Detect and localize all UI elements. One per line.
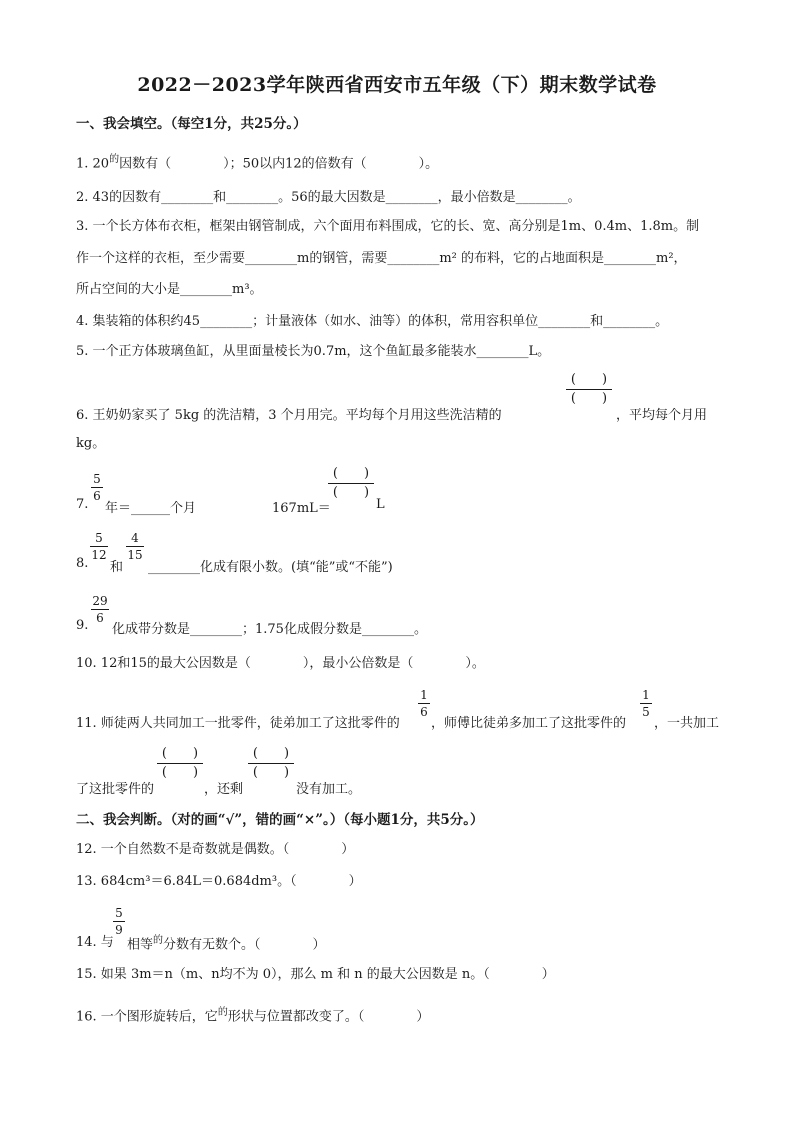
q8-fraction-1	[90, 531, 108, 562]
q6-blank-numerator: ( )	[570, 372, 608, 387]
q8-fraction-1-denominator: 12	[91, 548, 107, 562]
q14-text	[127, 931, 326, 952]
question-13: 13. 684cm³＝6.84L＝0.684dm³。（ ）	[76, 874, 362, 889]
q11-text-a: 11. 师徒两人共同加工一批零件，徒弟加工了这批零件的	[76, 716, 400, 731]
q11-fraction-1-numerator: 1	[420, 688, 428, 702]
question-1	[76, 150, 438, 171]
q11-fraction-2-numerator: 1	[642, 688, 650, 702]
q14-text-a: 14. 与	[76, 935, 114, 950]
fraction-bar	[328, 483, 374, 484]
question-6-line-1: 6. 王奶奶家买了 5kg 的洗洁精，3 个月用完。平均每个月用这些洗洁精的	[76, 408, 502, 423]
question-3-line-1: 3. 一个长方体布衣柜，框架由钢管制成，六个面用布料围成，它的长、宽、高分别是1m、0.4m、1.8m。制	[76, 219, 700, 234]
q9-text: 化成带分数是________；1.75化成假分数是________。	[112, 622, 427, 637]
q7-ml-text: 167mL＝	[272, 501, 331, 516]
q11-text-b: ，师傅比徒弟多加工了这批零件的	[431, 716, 627, 731]
q9-fraction	[91, 594, 109, 625]
fraction-bar	[91, 609, 109, 610]
q8-text: ________化成有限小数。(填“能”或“不能”)	[148, 560, 393, 575]
q11-blank-2-numerator: ( )	[252, 746, 290, 761]
q7-denominator: 6	[93, 489, 101, 503]
fraction-bar	[418, 703, 430, 704]
question-4: 4. 集装箱的体积约45________；计量液体（如水、油等）的体积，常用容积单位________和________。	[76, 314, 669, 329]
q11-blank-1-numerator: ( )	[161, 746, 199, 761]
fraction-bar	[91, 487, 103, 488]
q7-fraction	[91, 472, 103, 503]
q9-number: 9.	[76, 618, 89, 633]
q7-numerator: 5	[93, 472, 101, 486]
q11-fraction-2-denominator: 5	[642, 705, 650, 719]
q14-superscript: 的	[153, 935, 164, 946]
q1-prefix: 1. 20	[76, 156, 110, 172]
q14-text-b: 相等	[127, 937, 154, 953]
question-10: 10. 12和15的最大公因数是（ ），最小公倍数是（ ）。	[76, 656, 485, 671]
q6-blank-denominator: ( )	[570, 391, 608, 406]
q11-line-2-b: ，还剩	[204, 782, 244, 797]
question-5: 5. 一个正方体玻璃鱼缸，从里面量棱长为0.7m，这个鱼缸最多能装水________L。	[76, 344, 551, 359]
q7-unit: L	[376, 497, 385, 512]
q8-number: 8.	[76, 556, 89, 571]
q14-denominator: 9	[115, 923, 123, 937]
page-title: 2022－2023学年陕西省西安市五年级（下）期末数学试卷	[137, 74, 657, 96]
q8-fraction-1-numerator: 5	[95, 531, 103, 545]
fraction-bar	[248, 763, 294, 764]
q11-text-c: ，一共加工	[654, 716, 720, 731]
q6-blank-fraction	[566, 372, 612, 407]
fraction-bar	[90, 546, 108, 547]
q16-superscript: 的	[217, 1007, 228, 1018]
q14-text-d: 分数有无数个。（ ）	[163, 937, 326, 953]
question-16	[76, 1003, 429, 1024]
q11-blank-1-denominator: ( )	[161, 765, 199, 780]
question-2: 2. 43的因数有________和________。56的最大因数是________，最小倍数是________。	[76, 190, 581, 205]
question-12: 12. 一个自然数不是奇数就是偶数。（ ）	[76, 842, 355, 857]
q8-fraction-2-denominator: 15	[127, 548, 143, 562]
q8-and: 和	[110, 560, 124, 575]
q11-blank-2-denominator: ( )	[252, 765, 290, 780]
q14-fraction	[113, 906, 125, 937]
q7-blank-denominator: ( )	[332, 485, 370, 500]
q11-line-2-c: 没有加工。	[296, 782, 362, 797]
fraction-bar	[126, 546, 144, 547]
section-2-heading: 二、我会判断。（对的画“√”，错的画“×”。）（每小题1分，共5分。）	[76, 812, 484, 828]
question-3-line-2: 作一个这样的衣柜，至少需要________m的钢管，需要________m² 的布料，它的占地面积是________m²，	[76, 251, 687, 266]
q11-fraction-1	[418, 688, 430, 719]
q11-blank-fraction-2	[248, 746, 294, 781]
fraction-bar	[113, 921, 125, 922]
question-6-line-1-end: ，平均每个月用	[616, 408, 708, 423]
q1-superscript: 的	[109, 154, 120, 165]
fraction-bar	[566, 389, 612, 390]
q11-fraction-2	[640, 688, 652, 719]
q1-text: 因数有（ ）；50以内12的倍数有（ ）。	[119, 156, 439, 172]
q11-blank-fraction-1	[157, 746, 203, 781]
q8-fraction-2-numerator: 4	[131, 531, 139, 545]
q7-text: 年＝______个月	[105, 501, 197, 516]
q8-fraction-2	[126, 531, 144, 562]
q16-text-c: 形状与位置都改变了。（ ）	[227, 1009, 430, 1025]
fraction-bar	[157, 763, 203, 764]
question-15: 15. 如果 3m＝n（m、n均不为 0），那么 m 和 n 的最大公因数是 n。（ ）	[76, 967, 555, 982]
question-3-line-3: 所占空间的大小是________m³。	[76, 282, 263, 297]
q7-blank-numerator: ( )	[332, 466, 370, 481]
q9-denominator: 6	[96, 611, 104, 625]
fraction-bar	[640, 703, 652, 704]
q7-blank-fraction	[328, 466, 374, 501]
q16-text-a: 16. 一个图形旋转后，它	[76, 1009, 218, 1025]
q9-numerator: 29	[92, 594, 108, 608]
q7-number: 7.	[76, 497, 89, 512]
section-1-heading: 一、我会填空。（每空1分，共25分。）	[76, 116, 307, 132]
q11-line-2-a: 了这批零件的	[76, 782, 155, 797]
q11-fraction-1-denominator: 6	[420, 705, 428, 719]
q14-numerator: 5	[115, 906, 123, 920]
question-6-line-2: kg。	[76, 436, 106, 451]
